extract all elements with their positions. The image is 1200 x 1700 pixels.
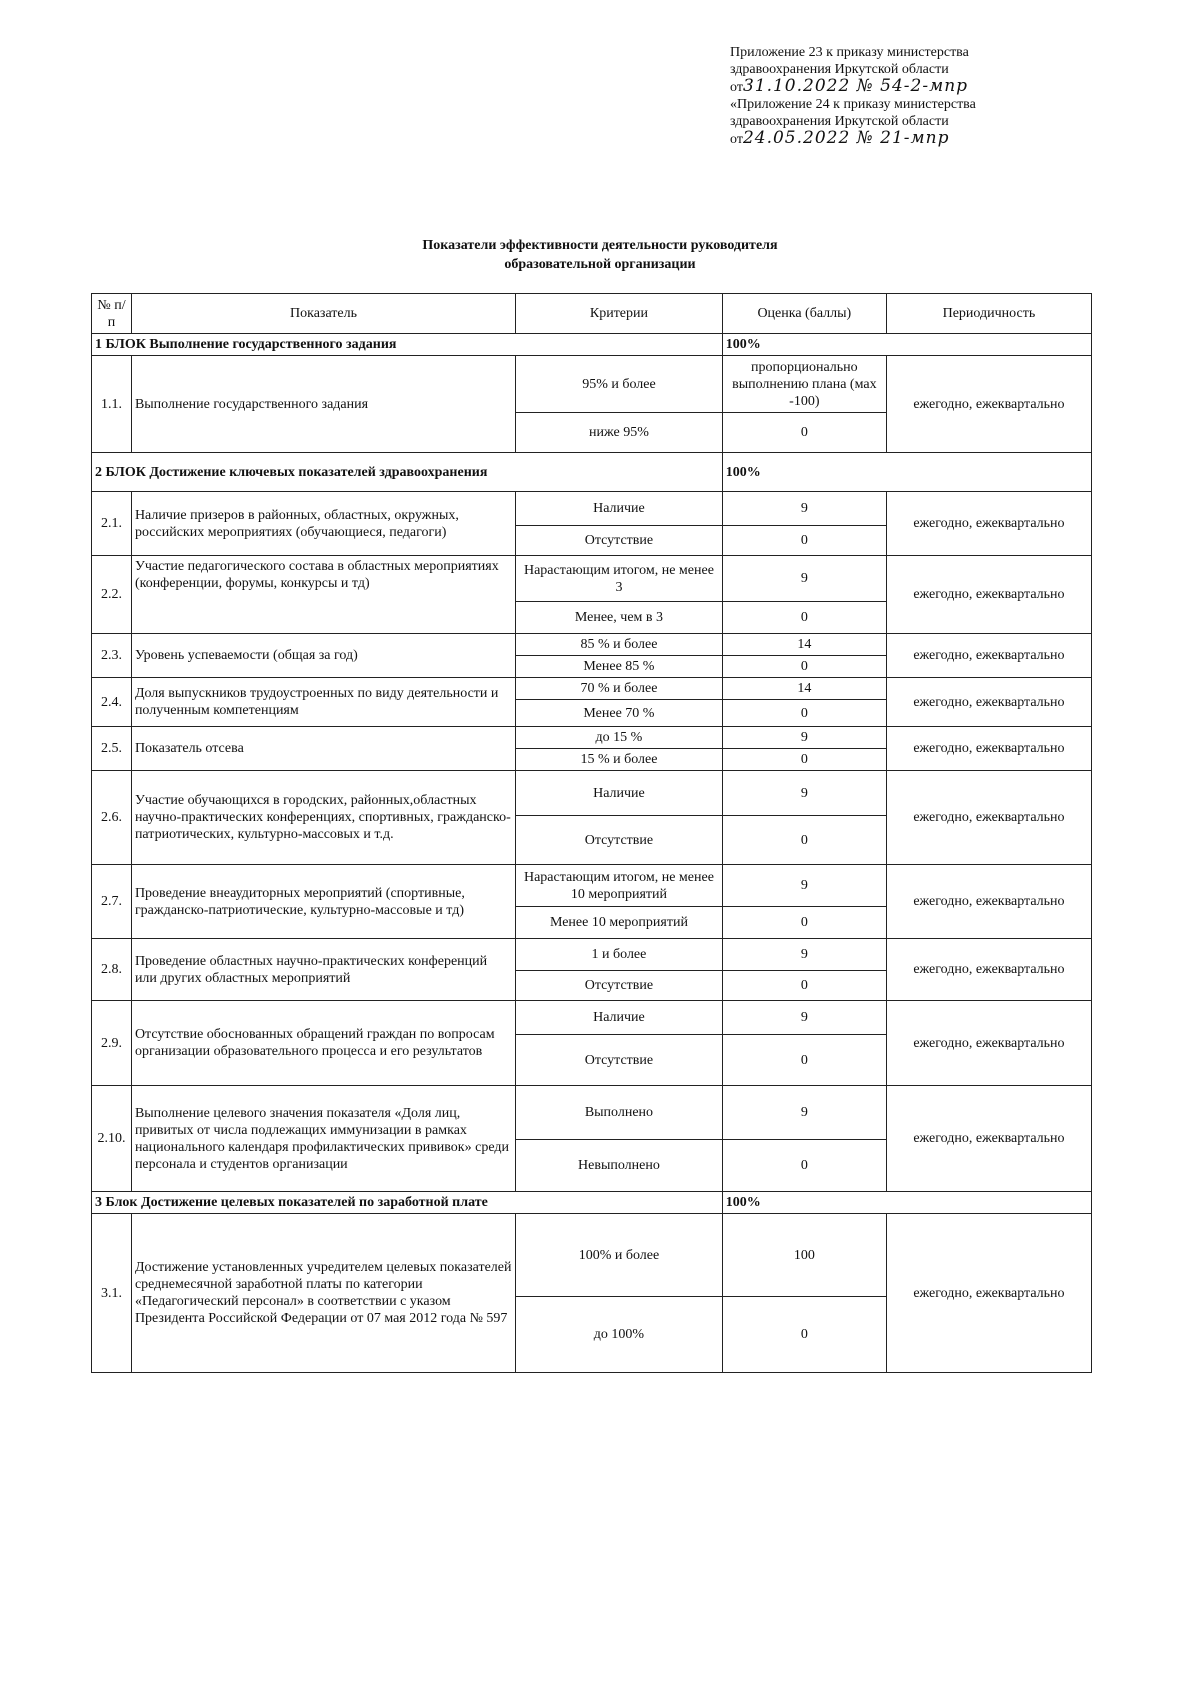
- row-period: ежегодно, ежеквартально: [886, 727, 1091, 771]
- col-header-indicator: Показатель: [131, 294, 515, 334]
- table-row: [92, 865, 1092, 907]
- table-row: [92, 556, 1092, 602]
- row-criterion: Наличие: [516, 1001, 723, 1035]
- row-indicator: Отсутствие обоснованных обращений граждан по вопросам организации образовательного процесса и его результатов: [131, 1001, 515, 1086]
- row-period: ежегодно, ежеквартально: [886, 1214, 1091, 1373]
- row-score: 9: [722, 492, 886, 526]
- row-criterion: Отсутствие: [516, 971, 723, 1001]
- table-row: [92, 939, 1092, 971]
- row-score: 0: [722, 700, 886, 727]
- block-name: 1 БЛОК Выполнение государственного задания: [92, 334, 723, 356]
- row-number: 2.3.: [92, 634, 132, 678]
- row-number: 2.9.: [92, 1001, 132, 1086]
- appendix-line-2: здравоохранения Иркутской области: [730, 62, 949, 77]
- row-criterion: Менее 70 %: [516, 700, 723, 727]
- appendix-line-1: Приложение 23 к приказу министерства: [730, 45, 969, 60]
- row-score: 14: [722, 634, 886, 656]
- table-row: [92, 1214, 1092, 1297]
- row-score: 9: [722, 865, 886, 907]
- row-score: 0: [722, 602, 886, 634]
- row-period: ежегодно, ежеквартально: [886, 634, 1091, 678]
- table-row: [92, 634, 1092, 656]
- document-title: [0, 236, 1200, 274]
- row-criterion: Наличие: [516, 771, 723, 816]
- handwritten-date-number-1: 31.10.2022 № 54-2-мпр: [742, 76, 969, 96]
- col-header-period: Периодичность: [886, 294, 1091, 334]
- row-criterion: Нарастающим итогом, не менее 3: [516, 556, 723, 602]
- row-period: ежегодно, ежеквартально: [886, 1086, 1091, 1192]
- row-indicator: Уровень успеваемости (общая за год): [131, 634, 515, 678]
- row-indicator: Доля выпускников трудоустроенных по виду деятельности и полученным компетенциям: [131, 678, 515, 727]
- row-criterion: Отсутствие: [516, 816, 723, 865]
- row-number: 2.10.: [92, 1086, 132, 1192]
- row-criterion: 100% и более: [516, 1214, 723, 1297]
- from-label-1: от: [730, 80, 743, 95]
- block-weight: 100%: [722, 1192, 1091, 1214]
- row-criterion: ниже 95%: [516, 413, 723, 453]
- row-score: пропорционально выполнению плана (мах -100): [722, 356, 886, 413]
- col-header-num: № п/п: [92, 294, 132, 334]
- row-score: 9: [722, 939, 886, 971]
- row-score: 0: [722, 1140, 886, 1192]
- row-number: 2.6.: [92, 771, 132, 865]
- row-number: 2.2.: [92, 556, 132, 634]
- row-score: 9: [722, 556, 886, 602]
- row-score: 0: [722, 656, 886, 678]
- block-row: [92, 1192, 1092, 1214]
- row-criterion: Нарастающим итогом, не менее 10 мероприятий: [516, 865, 723, 907]
- table-header-row: [92, 294, 1092, 334]
- table-row: [92, 1086, 1092, 1140]
- indicators-table: [91, 293, 1092, 1373]
- row-criterion: Выполнено: [516, 1086, 723, 1140]
- row-period: ежегодно, ежеквартально: [886, 771, 1091, 865]
- row-criterion: 70 % и более: [516, 678, 723, 700]
- appendix-date-number-2: [730, 130, 1090, 148]
- row-number: 3.1.: [92, 1214, 132, 1373]
- table-row: [92, 727, 1092, 749]
- row-score: 0: [722, 1035, 886, 1086]
- row-score: 100: [722, 1214, 886, 1297]
- handwritten-date-number-2: 24.05.2022 № 21-мпр: [742, 128, 950, 148]
- row-score: 0: [722, 413, 886, 453]
- row-period: ежегодно, ежеквартально: [886, 356, 1091, 453]
- row-criterion: Невыполнено: [516, 1140, 723, 1192]
- block-row: [92, 453, 1092, 492]
- row-period: ежегодно, ежеквартально: [886, 678, 1091, 727]
- row-indicator: Участие обучающихся в городских, районных,областных научно-практических конференциях, спортивных, гражданско-патриотических, культурно-массовых и т.д.: [131, 771, 515, 865]
- row-criterion: Отсутствие: [516, 1035, 723, 1086]
- table-row: [92, 356, 1092, 413]
- appendix-line-4: «Приложение 24 к приказу министерства: [730, 97, 976, 112]
- title-line-2: образовательной организации: [504, 257, 696, 272]
- row-number: 2.1.: [92, 492, 132, 556]
- row-number: 2.7.: [92, 865, 132, 939]
- row-score: 14: [722, 678, 886, 700]
- row-number: 2.8.: [92, 939, 132, 1001]
- row-criterion: Менее, чем в 3: [516, 602, 723, 634]
- row-period: ежегодно, ежеквартально: [886, 492, 1091, 556]
- table-row: [92, 492, 1092, 526]
- row-criterion: Наличие: [516, 492, 723, 526]
- row-criterion: Менее 10 мероприятий: [516, 907, 723, 939]
- row-criterion: до 100%: [516, 1297, 723, 1373]
- table-row: [92, 1001, 1092, 1035]
- row-criterion: до 15 %: [516, 727, 723, 749]
- row-score: 0: [722, 1297, 886, 1373]
- table-row: [92, 678, 1092, 700]
- row-score: 9: [722, 1001, 886, 1035]
- row-criterion: 95% и более: [516, 356, 723, 413]
- row-indicator: Проведение областных научно-практических конференций или других областных мероприятий: [131, 939, 515, 1001]
- row-period: ежегодно, ежеквартально: [886, 865, 1091, 939]
- row-criterion: Отсутствие: [516, 526, 723, 556]
- row-criterion: 85 % и более: [516, 634, 723, 656]
- title-line-1: Показатели эффективности деятельности руководителя: [422, 238, 778, 253]
- appendix-date-number-1: [730, 78, 1090, 96]
- row-indicator: Проведение внеаудиторных мероприятий (спортивные, гражданско-патриотические, культурно-массовые и тд): [131, 865, 515, 939]
- row-indicator: Выполнение государственного задания: [131, 356, 515, 453]
- row-criterion: 15 % и более: [516, 749, 723, 771]
- row-indicator: Показатель отсева: [131, 727, 515, 771]
- block-row: [92, 334, 1092, 356]
- row-score: 0: [722, 749, 886, 771]
- row-criterion: 1 и более: [516, 939, 723, 971]
- row-score: 0: [722, 907, 886, 939]
- appendix-header: [730, 44, 1090, 148]
- row-score: 9: [722, 1086, 886, 1140]
- from-label-2: от: [730, 132, 743, 147]
- row-score: 9: [722, 771, 886, 816]
- row-period: ежегодно, ежеквартально: [886, 1001, 1091, 1086]
- row-indicator: Достижение установленных учредителем целевых показателей среднемесячной заработной платы по категории «Педагогический персонал» в соответствии с указом Президента Российской Федерации от 07 мая 2012 года № 597: [131, 1214, 515, 1373]
- row-score: 9: [722, 727, 886, 749]
- block-weight: 100%: [722, 453, 1091, 492]
- block-name: 2 БЛОК Достижение ключевых показателей здравоохранения: [92, 453, 723, 492]
- row-criterion: Менее 85 %: [516, 656, 723, 678]
- row-number: 2.4.: [92, 678, 132, 727]
- appendix-line-5: здравоохранения Иркутской области: [730, 114, 949, 129]
- row-period: ежегодно, ежеквартально: [886, 556, 1091, 634]
- col-header-score: Оценка (баллы): [722, 294, 886, 334]
- row-period: ежегодно, ежеквартально: [886, 939, 1091, 1001]
- col-header-criteria: Критерии: [516, 294, 723, 334]
- row-score: 0: [722, 971, 886, 1001]
- row-number: 1.1.: [92, 356, 132, 453]
- row-indicator: Наличие призеров в районных, областных, окружных, российских мероприятиях (обучающиеся, педагоги): [131, 492, 515, 556]
- row-indicator: Выполнение целевого значения показателя «Доля лиц, привитых от числа подлежащих иммунизации в рамках национального календаря профилактических прививок» среди персонала и студентов организации: [131, 1086, 515, 1192]
- block-name: 3 Блок Достижение целевых показателей по заработной плате: [92, 1192, 723, 1214]
- row-score: 0: [722, 526, 886, 556]
- row-score: 0: [722, 816, 886, 865]
- table-row: [92, 771, 1092, 816]
- row-indicator: Участие педагогического состава в областных мероприятиях (конференции, форумы, конкурсы и тд): [131, 556, 515, 634]
- block-weight: 100%: [722, 334, 1091, 356]
- row-number: 2.5.: [92, 727, 132, 771]
